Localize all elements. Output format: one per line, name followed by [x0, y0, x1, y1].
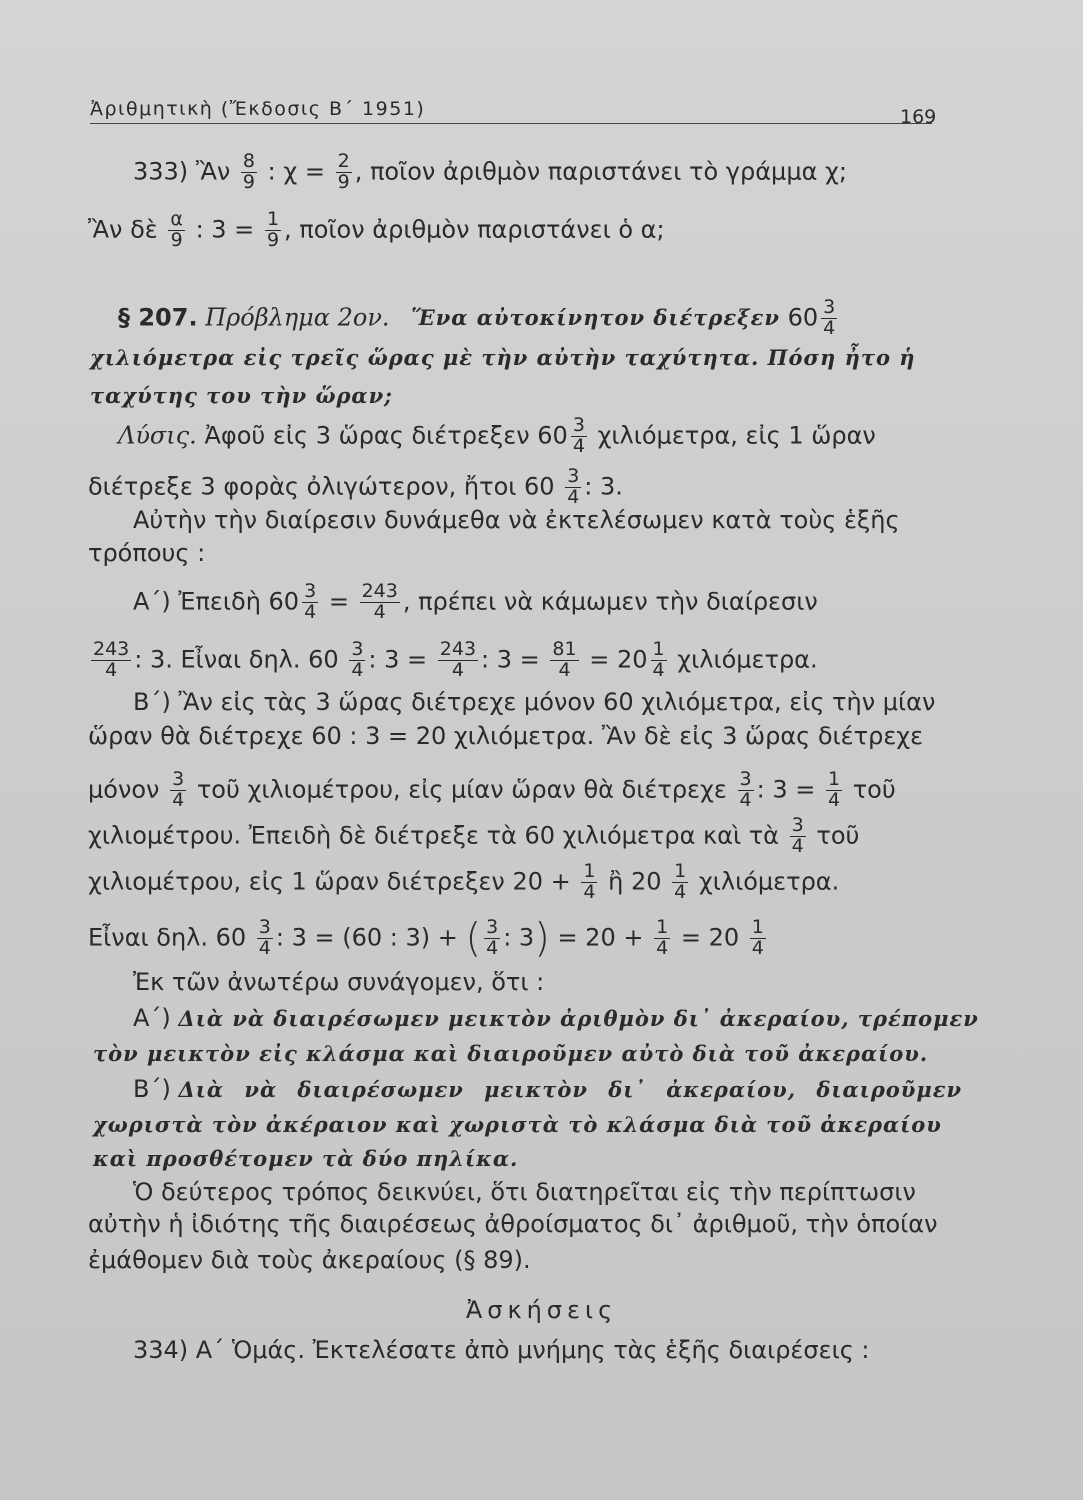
exercise-334-line: 334) Α΄ Ὁμάς. Ἐκτελέσατε ἀπὸ μνήμης τὰς ἑξῆς διαιρέσεις : [133, 1336, 870, 1364]
fraction: $\frac{3}{4}$ [486, 916, 499, 959]
fraction: $\frac{3}{4}$ [351, 638, 364, 681]
methodB-line1: Β΄) Ἂν εἰς τὰς 3 ὥρας διέτρεχε μόνον 60 χιλιόμετρα, εἰς τὴν μίαν [133, 688, 936, 716]
p207-heading: § 207. Πρόβλημα 2ον. Ἕνα αὐτοκίνητον διέτρεξεν 60 $\frac{3}{4}$ [118, 296, 836, 339]
fraction: $\frac{1}{4}$ [751, 916, 764, 959]
fraction: $\frac{81}{4}$ [552, 638, 577, 681]
lysis-line3: Αὐτὴν τὴν διαίρεσιν δυνάμεθα νὰ ἐκτελέσωμεν κατὰ τοὺς ἑξῆς [133, 506, 900, 534]
methodA-line1: Α΄) Ἐπειδὴ 60 $\frac{3}{4}$ = $\frac{243}{4}$ , πρέπει νὰ κάμωμεν τὴν διαίρεσιν [133, 580, 818, 623]
rule-a-line1: Α΄) Διὰ νὰ διαιρέσωμεν μεικτὸν ἀριθμὸν δι᾽ ἀκεραίου, τρέπομεν [133, 1004, 979, 1032]
fraction: $\frac{3}{4}$ [739, 768, 752, 811]
fraction: $\frac{3}{4}$ [572, 414, 585, 457]
fraction: $\frac{3}{4}$ [823, 296, 836, 339]
page-number: 169 [900, 106, 937, 128]
fraction: $\frac{3}{4}$ [172, 768, 185, 811]
fraction: $\frac{243}{4}$ [439, 638, 477, 681]
methodB-line6: Εἶναι δηλ. 60 $\frac{3}{4}$ : 3 = (60 : 3) + ( $\frac{3}{4}$ : 3) = 20 + $\frac{1}{4}$ = 20 $\frac{1}{4}$ [88, 915, 764, 962]
methodB-line4: χιλιομέτρου. Ἐπειδὴ δὲ διέτρεξε τὰ 60 χιλιόμετρα καὶ τὰ $\frac{3}{4}$ τοῦ [88, 814, 860, 857]
fraction: $\frac{243}{4}$ [93, 638, 130, 681]
q333-line2: Ἂν δὲ $\frac{\alpha}{9}$ : 3 = $\frac{1}{9}$ , ποῖον ἀριθμὸν παριστάνει ὁ α; [88, 208, 665, 251]
fraction: $\frac{1}{4}$ [827, 768, 841, 811]
lysis-line4: τρόπους : [88, 539, 206, 567]
methodB-line2: ὥραν θὰ διέτρεχε 60 : 3 = 20 χιλιόμετρα. Ἂν δὲ εἰς 3 ὥρας διέτρεχε [88, 722, 924, 750]
fraction: $\frac{1}{4}$ [652, 638, 665, 681]
fraction: $\frac{1}{4}$ [674, 860, 687, 903]
lysis-line2: διέτρεξε 3 φορὰς ὀλιγώτερον, ἤτοι 60 $\frac{3}{4}$ : 3. [88, 465, 623, 508]
running-header: Ἀριθμητικὴ (Ἔκδοσις Β΄ 1951) [90, 98, 426, 120]
remark-line3: ἐμάθομεν διὰ τοὺς ἀκεραίους (§ 89). [88, 1246, 531, 1274]
exercises-title: Ἀσκήσεις [465, 1296, 618, 1324]
methodB-line3: μόνον $\frac{3}{4}$ τοῦ χιλιομέτρου, εἰς μίαν ὥραν θὰ διέτρεχε $\frac{3}{4}$ : 3 = $\frac{1}{4}$ τοῦ [88, 768, 896, 811]
header-rule [90, 123, 932, 124]
fraction: $\frac{3}{4}$ [258, 916, 271, 959]
rule-a-line2: τὸν μεικτὸν εἰς κλάσμα καὶ διαιροῦμεν αὐτὸ διὰ τοῦ ἀκεραίου. [93, 1041, 929, 1066]
q333-line1: 333) Ἂν $\frac{8}{9}$ : χ = $\frac{2}{9}$ , ποῖον ἀριθμὸν παριστάνει τὸ γράμμα χ; [133, 150, 847, 193]
fraction: $\frac{8}{9}$ [242, 150, 256, 193]
rule-b-line3: καὶ προσθέτομεν τὰ δύο πηλίκα. [93, 1146, 519, 1171]
remark-line2: αὐτὴν ἡ ἰδιότης τῆς διαιρέσεως ἀθροίσματος δι᾽ ἀριθμοῦ, τὴν ὁποίαν [88, 1210, 938, 1238]
fraction: $\frac{3}{4}$ [567, 465, 580, 508]
fraction: $\frac{243}{4}$ [361, 580, 398, 623]
fraction: $\frac{\alpha}{9}$ [170, 208, 183, 251]
methodA-line2: $\frac{243}{4}$ : 3. Εἶναι δηλ. 60 $\frac{3}{4}$ : 3 = $\frac{243}{4}$ : 3 = $\frac{81}{4}$ = 20 $\frac{1}{4}$ χιλιόμετρα. [93, 638, 818, 681]
lysis-line1: Λύσις. Ἀφοῦ εἰς 3 ὥρας διέτρεξεν 60 $\frac{3}{4}$ χιλιόμετρα, εἰς 1 ὥραν [118, 414, 876, 457]
remark-line1: Ὁ δεύτερος τρόπος δεικνύει, ὅτι διατηρεῖται εἰς τὴν περίπτωσιν [133, 1178, 916, 1206]
fraction: $\frac{1}{4}$ [656, 916, 669, 959]
rule-b-line2: χωριστὰ τὸν ἀκέραιον καὶ χωριστὰ τὸ κλάσμα διὰ τοῦ ἀκεραίου [93, 1112, 942, 1137]
fraction: $\frac{3}{4}$ [791, 814, 804, 857]
fraction: $\frac{2}{9}$ [337, 150, 350, 193]
fraction: $\frac{3}{4}$ [304, 580, 317, 623]
p207-line2: χιλιόμετρα εἰς τρεῖς ὥρας μὲ τὴν αὐτὴν ταχύτητα. Πόση ἦτο ἡ [90, 345, 916, 370]
fraction: $\frac{1}{4}$ [583, 860, 596, 903]
methodB-line5: χιλιομέτρου, εἰς 1 ὥραν διέτρεξεν 20 + $\frac{1}{4}$ ἢ 20 $\frac{1}{4}$ χιλιόμετρα. [88, 860, 840, 903]
rule-b-line1: Β΄) Διὰ νὰ διαιρέσωμεν μεικτὸν δι᾽ ἀκεραίου, διαιροῦμεν [133, 1075, 963, 1103]
conclusion-intro: Ἐκ τῶν ἀνωτέρω συνάγομεν, ὅτι : [133, 968, 545, 996]
p207-line3: ταχύτης του τὴν ὥραν; [90, 383, 393, 408]
fraction: $\frac{1}{9}$ [266, 208, 280, 251]
